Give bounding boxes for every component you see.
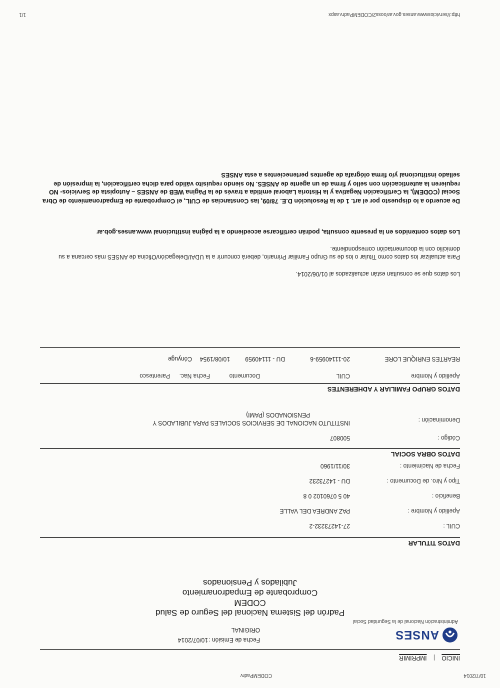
family-cuil: 20-11140959-6 bbox=[310, 355, 350, 361]
family-heading: DATOS GRUPO FAMILIAR Y ADHERENTES bbox=[40, 383, 460, 392]
family-col-document: Documento bbox=[229, 372, 260, 378]
code-label: Código : bbox=[437, 434, 460, 440]
title-line-2: CODEM bbox=[234, 598, 266, 608]
logo-subtitle: Administración Nacional de la Seguridad Social bbox=[352, 618, 458, 624]
print-page-title: CODEMPadrv bbox=[240, 672, 272, 678]
family-col-birth: Fecha Nac. bbox=[179, 372, 210, 378]
note-data-updated: Los datos que se consultan están actualizados al 01/06/2014. bbox=[295, 270, 460, 276]
document-label: Tipo y Nro. de Documento : bbox=[386, 477, 460, 483]
name-label: Apellido y Nombre : bbox=[407, 507, 460, 513]
print-page-count: 1/1 bbox=[19, 11, 26, 17]
nav-bar bbox=[399, 654, 460, 660]
issue-date: 10/07/2014 bbox=[177, 636, 208, 642]
obra-social-heading: DATOS OBRA SOCIAL bbox=[40, 448, 460, 457]
denomination-line-1: INSTITUTO NACIONAL DE SERVICIOS SOCIALES PARA JUBILADOS Y bbox=[152, 419, 350, 425]
code-value: 500807 bbox=[329, 434, 350, 440]
family-name: REARTES ENRIQUE LORE bbox=[384, 355, 460, 361]
cuil-label: CUIL : bbox=[443, 522, 460, 528]
denomination-value bbox=[153, 410, 350, 426]
family-col-relation: Parentesco bbox=[139, 372, 170, 378]
logo-text: ANSES bbox=[395, 628, 439, 642]
family-col-cuil: CUIL bbox=[336, 372, 350, 378]
document-value: DU - 14273232 bbox=[309, 477, 350, 483]
note-resolution: De acuerdo a lo dispuesto por el art. 1 de la Resolución D.E. 78/09, las Constancias de CUIL, el Comprobante de Empadronamiento de Obra Social (CODEM), la Certificación Negativa y la Historia Laboral emitida a través de la Página WEB de ANSES – Autopista de Servicios- NO requieren la autenticación con sello y firma de un agente de ANSES. No siendo requisito válido para dicha certificación, la impresión de sellado institucional y/o firma ológrafa de agentes pertenecientes a esta ANSES bbox=[42, 171, 460, 204]
title-line-4: Jubilados y Pensionados bbox=[202, 578, 298, 588]
denomination-line-2: PENSIONADOS (PAMI) bbox=[246, 411, 310, 417]
note-update-instructions: Para actualizar los datos como Titular o los de su Grupo Familiar Primario, deberá concurrir a la UDAI/Delegación/Oficina de ANSES más cercana a su domicilio con la documentación correspondiente. bbox=[58, 245, 460, 259]
birth-date-label: Fecha de Nacimiento : bbox=[399, 462, 460, 468]
nav-divider bbox=[40, 649, 460, 650]
denomination-label: Denominación : bbox=[418, 416, 460, 422]
name-value: PAZ ANDREA DEL VALLE bbox=[279, 507, 350, 513]
original-label: ORIGINAL bbox=[231, 626, 260, 632]
family-divider bbox=[40, 347, 460, 348]
title-line-3: Comprobante de Empadronamiento bbox=[182, 588, 318, 598]
title-line-1: Padrón del Sistema Nacional del Seguro de Salud bbox=[155, 608, 345, 618]
anses-logo-icon bbox=[442, 627, 458, 643]
print-url: http://servicioswww.anses.gov.ar/ooss2/CODEMPadrv.aspx bbox=[328, 11, 460, 17]
family-birth: 10/08/1954 bbox=[199, 355, 230, 361]
birth-date-value: 30/11/1960 bbox=[320, 462, 350, 468]
nav-home-link[interactable]: INICIO bbox=[441, 654, 460, 660]
document-title bbox=[140, 578, 360, 618]
titular-heading: DATOS TITULAR bbox=[40, 537, 460, 546]
cuil-value: 27-14273232-2 bbox=[309, 522, 350, 528]
issue-date-label: Fecha de Emisión : bbox=[208, 636, 260, 642]
anses-logo bbox=[395, 626, 458, 644]
nav-separator: | bbox=[433, 654, 435, 660]
family-relation: Cónyuge bbox=[167, 355, 192, 361]
benefit-label: Beneficio : bbox=[431, 492, 460, 498]
family-col-name: Apellido y Nombre bbox=[410, 372, 460, 378]
benefit-value: 40 5 0760102 0 8 bbox=[303, 492, 350, 498]
note-certification: Los datos contenidos en la presente consulta, podrán certificarse accediendo a la página institucional www.anses.gob.ar bbox=[96, 228, 460, 235]
print-date: 10/7/2014 bbox=[463, 672, 486, 678]
nav-print-link[interactable]: IMPRIMIR bbox=[399, 654, 427, 660]
family-document: DU - 11140959 bbox=[245, 355, 285, 361]
